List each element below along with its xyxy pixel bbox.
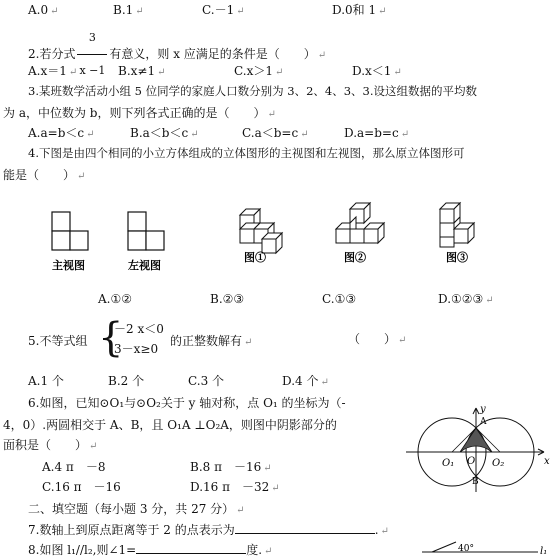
- q5-paren: （ ） ↵: [348, 332, 407, 346]
- q2-stem: 2.若分式 $\frac{3}{x -1}$ 有意义，则 x 应满足的条件是（ ） ↵: [28, 22, 326, 87]
- q2-option-a: A.x＝1 ↵: [28, 64, 78, 78]
- left-view: [128, 212, 164, 250]
- q2-option-c: C.x＞1 ↵: [234, 64, 284, 78]
- line-l1-label: l₁: [540, 546, 548, 557]
- section-2-title: 二、填空题（每小题 3 分，共 27 分） ↵: [28, 502, 245, 516]
- q8-figure: [418, 540, 553, 560]
- q6-option-d: D.16 π －32 ↵: [190, 480, 280, 494]
- figure-2: [336, 203, 384, 243]
- q2-option-d: D.x＜1 ↵: [352, 64, 402, 78]
- q4-option-d: D.①②③ ↵: [438, 292, 494, 306]
- q3-option-a: A.a=b＜c ↵: [28, 126, 95, 140]
- q3-option-d: D.a=b=c ↵: [344, 126, 410, 140]
- q5-inequality-1: －2 x＜0: [114, 322, 164, 336]
- point-o1-label: O₁: [442, 458, 455, 469]
- q6-figure: [404, 402, 553, 494]
- q5-option-a: A.1 个: [28, 374, 64, 388]
- q6-line-3: 面积是（ ） ↵: [3, 438, 98, 452]
- q3-line-2: 为 a，中位数为 b，则下列各式正确的是（ ） ↵: [3, 106, 276, 120]
- q4-option-a: A.①②: [98, 292, 132, 306]
- q6-line-2: 4，0）.两圆相交于 A、B，且 O₁A ⊥O₂A，则图中阴影部分的: [3, 418, 337, 432]
- figure-1-label: 图①: [244, 251, 266, 264]
- front-view: [52, 212, 88, 250]
- q2-option-b: B.x≠1 ↵: [118, 64, 166, 78]
- q5-option-d: D.4 个 ↵: [282, 374, 329, 388]
- figure-3-label: 图③: [446, 251, 468, 264]
- left-view-label: 左视图: [128, 259, 161, 272]
- q1-option-a: A.0 ↵: [28, 3, 59, 17]
- q6-option-b: B.8 π －16 ↵: [190, 460, 272, 474]
- q8-answer-blank[interactable]: [136, 542, 246, 554]
- q7-answer-blank[interactable]: [235, 522, 375, 534]
- q1-option-b: B.1 ↵: [113, 3, 144, 17]
- q5-option-b: B.2 个: [108, 374, 145, 388]
- q6-line-1: 6.如图，已知⊙O₁与⊙O₂关于 y 轴对称，点 O₁ 的坐标为（-: [28, 396, 346, 410]
- q1-option-c: C.－1 ↵: [202, 3, 245, 17]
- x-axis-label: x: [544, 456, 550, 467]
- q4-figures: [0, 195, 553, 285]
- point-a-label: A: [480, 417, 487, 427]
- point-o-label: O: [467, 456, 476, 467]
- front-view-label: 主视图: [52, 259, 85, 272]
- q3-line-1: 3.某班数学活动小组 5 位同学的家庭人口数分别为 3、2、4、3、3.设这组数据的平均数: [28, 84, 477, 98]
- q7-stem: 7.数轴上到原点距离等于 2 的点表示为 . ↵: [28, 523, 389, 537]
- q6-option-a: A.4 π －8: [42, 460, 106, 474]
- q2-fraction: $\frac{3}{x -1}$: [77, 22, 107, 87]
- figure-3: [440, 203, 474, 247]
- q5-option-c: C.3 个: [188, 374, 225, 388]
- q4-option-c: C.①③: [322, 292, 357, 306]
- point-b-label: B: [472, 477, 479, 487]
- q5-inequality-2: 3－x≥0: [114, 342, 159, 356]
- q1-option-d: D.0和 1 ↵: [332, 3, 387, 17]
- q6-option-c: C.16 π －16: [42, 480, 121, 494]
- q5-brace: {: [98, 315, 124, 361]
- figure-1: [240, 209, 282, 253]
- y-axis-label: y: [480, 404, 486, 415]
- q5-stem: 5.不等式组: [28, 334, 88, 348]
- q8-stem: 8.如图 l₁//l₂,则∠1= 度. ↵: [28, 543, 273, 557]
- q4-line-2: 能是（ ） ↵: [3, 168, 86, 182]
- figure-2-label: 图②: [344, 251, 366, 264]
- q4-option-b: B.②③: [210, 292, 245, 306]
- q5-stem-b: 的正整数解有 ↵: [170, 334, 253, 348]
- q3-option-c: C.a＜b=c ↵: [242, 126, 309, 140]
- point-o2-label: O₂: [492, 458, 505, 469]
- angle-40-label: 40°: [458, 544, 474, 554]
- q4-line-1: 4.下图是由四个相同的小立方体组成的立体图形的主视图和左视图，那么原立体图形可: [28, 146, 465, 160]
- q3-option-b: B.a＜b＜c ↵: [130, 126, 199, 140]
